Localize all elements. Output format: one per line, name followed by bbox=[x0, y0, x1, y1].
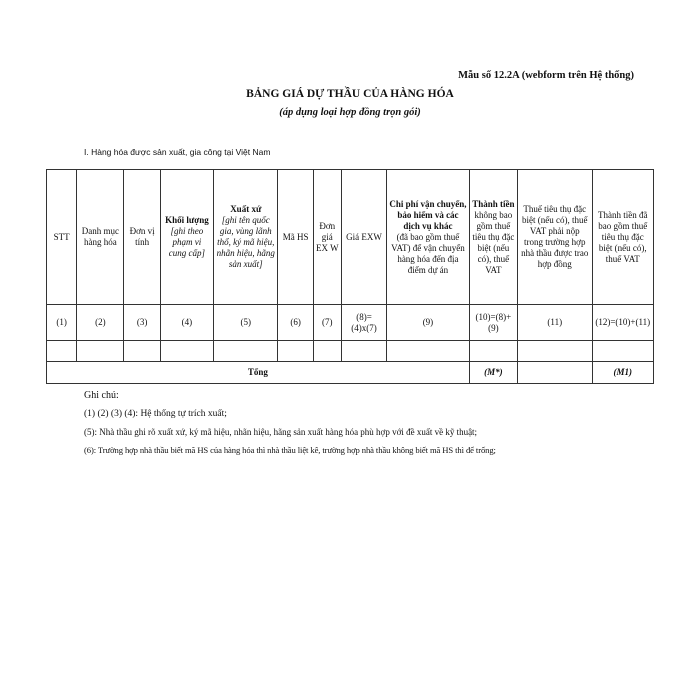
header-chi-phi-title: Chi phí vận chuyển, bảo hiểm và các dịch vụ khác bbox=[389, 198, 467, 231]
total-empty-cell bbox=[518, 362, 592, 384]
col-number: (1) bbox=[47, 305, 77, 341]
document-subtitle: (áp dụng loại hợp đồng trọn gói) bbox=[279, 107, 421, 118]
header-chi-phi bbox=[387, 170, 470, 305]
header-row bbox=[47, 170, 654, 305]
empty-data-row bbox=[47, 341, 654, 362]
empty-cell[interactable] bbox=[278, 341, 313, 362]
header-ma-hs: Mã HS bbox=[278, 170, 313, 305]
section-heading: I. Hàng hóa được sản xuất, gia công tại Việt Nam bbox=[84, 147, 271, 157]
header-xuat-xu bbox=[214, 170, 278, 305]
notes-section bbox=[84, 390, 644, 463]
form-code: Mẫu số 12.2A (webform trên Hệ thống) bbox=[458, 70, 634, 81]
empty-cell[interactable] bbox=[47, 341, 77, 362]
empty-cell[interactable] bbox=[387, 341, 470, 362]
total-label: Tổng bbox=[47, 362, 470, 384]
col-number: (12)=(10)+(11) bbox=[592, 305, 654, 341]
empty-cell[interactable] bbox=[160, 341, 213, 362]
total-row bbox=[47, 362, 654, 384]
col-number: (3) bbox=[124, 305, 160, 341]
note-item: (5): Nhà thầu ghi rõ xuất xứ, ký mã hiệu, nhãn hiệu, hãng sản xuất hàng hóa phù hợp với đề xuất về kỹ thuật; bbox=[84, 427, 478, 437]
header-gia-exw: Giá EXW bbox=[341, 170, 386, 305]
header-danh-muc: Danh mục hàng hóa bbox=[77, 170, 124, 305]
header-chi-phi-note: (đã bao gồm thuế VAT) để vận chuyển hàng hóa đến địa điểm dự án bbox=[391, 231, 465, 275]
empty-cell[interactable] bbox=[77, 341, 124, 362]
empty-cell[interactable] bbox=[469, 341, 517, 362]
col-number: (2) bbox=[77, 305, 124, 341]
col-number: (7) bbox=[313, 305, 341, 341]
column-number-row bbox=[47, 305, 654, 341]
empty-cell[interactable] bbox=[341, 341, 386, 362]
header-khoi-luong-note: [ghi theo phạm vi cung cấp] bbox=[168, 226, 206, 258]
header-thanh-tien-title: Thành tiền bbox=[472, 198, 515, 209]
note-item: (6): Trường hợp nhà thầu biết mã HS của hàng hóa thì nhà thầu liệt kê, trường hợp nhà thầu không biết mã HS thì để trống; bbox=[84, 445, 496, 455]
empty-cell[interactable] bbox=[592, 341, 654, 362]
document-title: BẢNG GIÁ DỰ THẦU CỦA HÀNG HÓA bbox=[246, 88, 454, 100]
total-m-star: (M*) bbox=[469, 362, 517, 384]
header-thue: Thuế tiêu thụ đặc biệt (nếu có), thuế VAT phải nộp trong trường hợp nhà thầu được trao hợp đồng bbox=[518, 170, 592, 305]
note-item: (1) (2) (3) (4): Hệ thống tự trích xuất; bbox=[84, 409, 227, 419]
notes-title: Ghi chú: bbox=[84, 390, 119, 401]
col-number: (11) bbox=[518, 305, 592, 341]
col-number: (8)=(4)x(7) bbox=[341, 305, 386, 341]
col-number: (9) bbox=[387, 305, 470, 341]
header-khoi-luong-title: Khối lượng bbox=[165, 215, 209, 225]
header-don-vi: Đơn vị tính bbox=[124, 170, 160, 305]
header-don-gia-exw: Đơn giá EX W bbox=[313, 170, 341, 305]
header-thanh-tien-da: Thành tiền đã bao gồm thuế tiêu thụ đặc biệt (nếu có), thuế VAT bbox=[592, 170, 654, 305]
header-khoi-luong bbox=[160, 170, 213, 305]
header-thanh-tien-note: không bao gồm thuế tiêu thụ đặc biệt (nếu có), thuế VAT bbox=[472, 209, 515, 275]
empty-cell[interactable] bbox=[214, 341, 278, 362]
header-xuat-xu-title: Xuất xứ bbox=[230, 204, 262, 214]
header-xuat-xu-note: [ghi tên quốc gia, vùng lãnh thổ, ký mã hiệu, nhãn hiệu, hãng sản xuất] bbox=[216, 215, 275, 269]
empty-cell[interactable] bbox=[313, 341, 341, 362]
col-number: (10)=(8)+(9) bbox=[469, 305, 517, 341]
bid-price-table bbox=[46, 169, 654, 384]
total-m1: (M1) bbox=[592, 362, 654, 384]
col-number: (5) bbox=[214, 305, 278, 341]
empty-cell[interactable] bbox=[124, 341, 160, 362]
header-stt: STT bbox=[47, 170, 77, 305]
col-number: (4) bbox=[160, 305, 213, 341]
col-number: (6) bbox=[278, 305, 313, 341]
header-thanh-tien bbox=[469, 170, 517, 305]
empty-cell[interactable] bbox=[518, 341, 592, 362]
